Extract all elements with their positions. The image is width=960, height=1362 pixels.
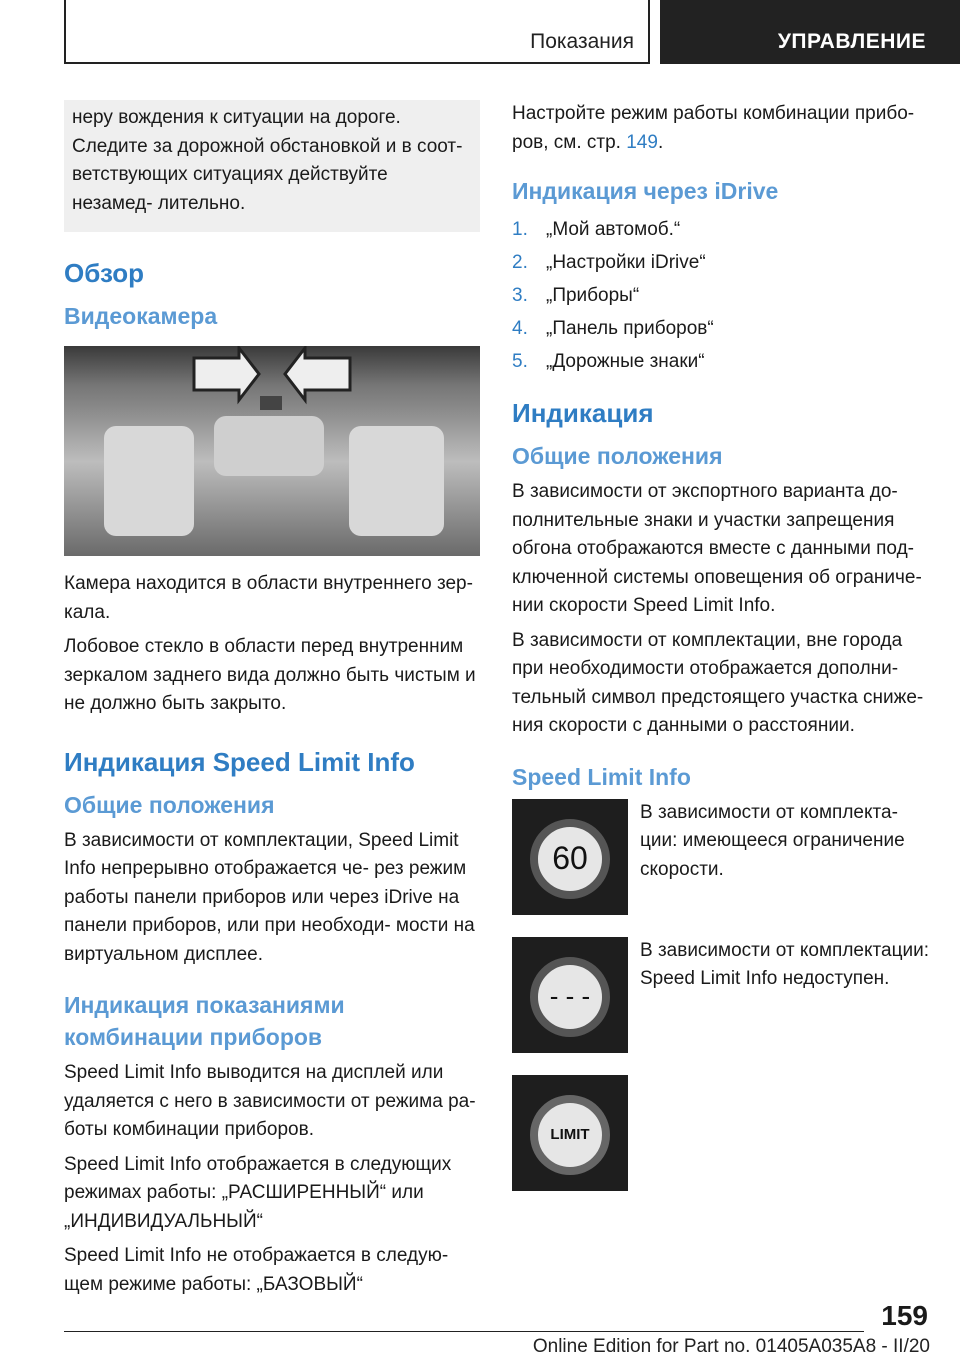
sli-value-60: 60	[530, 819, 610, 899]
step-text: „Настройки iDrive“	[546, 252, 706, 273]
speed-limit-60-icon	[512, 799, 628, 915]
sli-value-limit: LIMIT	[530, 1095, 610, 1175]
cluster-text-3: Speed Limit Info не отображается в следую- щем режиме работы: „БАЗОВЫЙ“	[64, 1245, 449, 1295]
heading-camera: Видеокамера	[64, 303, 218, 329]
list-item	[512, 345, 932, 378]
step-number: 4.	[512, 318, 528, 339]
footer-divider	[64, 1331, 864, 1332]
step-number: 5.	[512, 351, 528, 372]
sli-unavailable-row	[512, 937, 932, 1053]
edition-text: Online Edition for Part no. 01405A035A8 - II/20	[532, 1336, 930, 1357]
sli-unavailable-text: В зависимости от комплектации: Speed Limit Info недоступен.	[640, 939, 929, 989]
list-item	[512, 246, 932, 279]
list-item	[512, 213, 932, 246]
step-text: „Дорожные знаки“	[546, 351, 705, 372]
sli-value-dashes: - - -	[530, 957, 610, 1037]
idrive-steps	[512, 213, 932, 378]
setup-text-b: .	[657, 131, 664, 153]
camera-location-image	[64, 346, 480, 556]
step-text: „Панель приборов“	[546, 318, 714, 339]
note-box	[64, 100, 480, 232]
page-link[interactable]: 149	[626, 131, 658, 153]
step-number: 1.	[512, 219, 528, 240]
sli-limit-sign-row	[512, 1075, 932, 1191]
step-text: „Приборы“	[546, 285, 640, 306]
speed-limit-unavailable-icon	[512, 937, 628, 1053]
cluster-text-2: Speed Limit Info отображается в следующих режимах работы: „РАСШИРЕННЫЙ“ или „ИНДИВИДУАЛЬНЫЙ“	[64, 1153, 452, 1232]
camera-text-1: Камера находится в области внутреннего зер- кала.	[64, 573, 473, 623]
right-column	[512, 100, 932, 1213]
step-text: „Мой автомоб.“	[546, 219, 681, 240]
header-section-tab	[64, 0, 650, 64]
sli-limit-row	[512, 799, 932, 915]
list-item	[512, 312, 932, 345]
setup-text	[512, 100, 932, 157]
pointer-arrows-icon	[64, 346, 480, 556]
list-item	[512, 279, 932, 312]
header-chapter-tab	[660, 0, 960, 64]
heading-general-2: Общие положения	[512, 443, 723, 469]
header-section-label: Показания	[530, 30, 634, 53]
camera-text-2: Лобовое стекло в области перед внутренним зеркалом заднего вида должно быть чистым и не должно быть закрыто.	[64, 636, 476, 714]
page-number: 159	[881, 1300, 928, 1331]
step-number: 3.	[512, 285, 528, 306]
cluster-text-1: Speed Limit Info выводится на дисплей или удаляется с него в зависимости от режима ра- боты комбинации приборов.	[64, 1062, 476, 1140]
heading-sli-2: Speed Limit Info	[512, 763, 691, 790]
general2-text-a: В зависимости от экспортного варианта до- полнительные знаки и участки запрещения обгона отображаются вместе с данными под- ключенной системы оповещения об ограниче- нии скорости Speed Limit Info.	[512, 481, 922, 616]
sli-limit-text: В зависимости от комплекта- ции: имеющееся ограничение скорости.	[640, 801, 905, 880]
speed-limit-limit-icon	[512, 1075, 628, 1191]
general-text: В зависимости от комплектации, Speed Limit Info непрерывно отображается че- рез режим работы панели приборов или через iDrive на панели приборов, или при необходи- мости на виртуальном дисплее.	[64, 829, 475, 965]
header-chapter-label: УПРАВЛЕНИЕ	[777, 30, 926, 53]
heading-general: Общие положения	[64, 791, 275, 818]
step-number: 2.	[512, 252, 528, 273]
heading-display: Индикация	[512, 398, 654, 428]
setup-text-a: Настройте режим работы комбинации прибо- ров, см. стр.	[512, 103, 915, 153]
heading-idrive: Индикация через iDrive	[512, 178, 779, 204]
left-column	[64, 100, 480, 1299]
note-text: неру вождения к ситуации на дороге. Следите за дорожной обстановкой и в соот- ветствующих ситуациях действуйте незамед- лительно.	[72, 107, 463, 214]
heading-sli: Индикация Speed Limit Info	[64, 746, 415, 777]
heading-overview: Обзор	[64, 258, 144, 288]
heading-cluster: Индикация показаниями комбинации приборов	[64, 992, 345, 1050]
general2-text-b: В зависимости от комплектации, вне города при необходимости отображается дополни- тельный символ предстоящего участка сниже- ния скорости с данными о расстоянии.	[512, 629, 924, 736]
